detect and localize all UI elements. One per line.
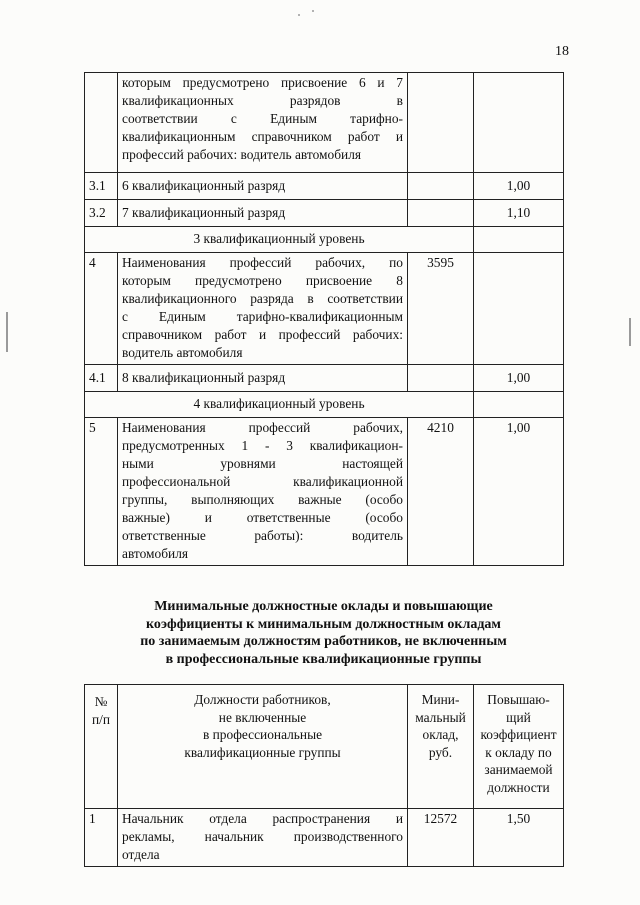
description-line: которым предусмотрено присвоение 6 и 7 [122, 75, 403, 90]
header-coef: Повышаю- щий коэффициент к окладу по занимаемой должности [474, 685, 564, 809]
description-line: которым предусмотрено присвоение 8 [122, 273, 403, 288]
description-line: ными уровнями настоящей [122, 456, 403, 471]
table-row [85, 73, 564, 173]
description-line: квалификационным справочником работ и [122, 129, 403, 144]
row-number: 3.1 [85, 173, 118, 200]
row-salary: 4210 [408, 418, 474, 566]
row-coefficient [474, 227, 564, 253]
row-coefficient: 1,00 [474, 365, 564, 392]
heading-line: в профессиональные квалификационные группы [165, 651, 482, 667]
description-line: профессиональной квалификационной [122, 474, 403, 489]
table-row [85, 173, 564, 200]
row-description [118, 365, 408, 392]
row-coefficient: 1,00 [474, 173, 564, 200]
row-description [118, 173, 408, 200]
qualification-level-row [85, 392, 564, 418]
description-line: квалификационных разрядов в [122, 93, 403, 108]
qualification-level-row [85, 227, 564, 253]
description-line: важные) и ответственные (особо [122, 510, 403, 525]
description-line: 8 квалификационный разряд [122, 369, 286, 385]
description-line: Начальник отдела распространения и [122, 811, 403, 826]
table-row [85, 200, 564, 227]
header-position: Должности работников, не включенные в профессиональные квалификационные группы [118, 685, 408, 809]
level-label: 3 квалификационный уровень [85, 227, 474, 253]
row-coefficient: 1,50 [474, 809, 564, 867]
row-description [118, 73, 408, 173]
description-line: 7 квалификационный разряд [122, 204, 286, 220]
table-row [85, 809, 564, 867]
description-line: 6 квалификационный разряд [122, 177, 286, 193]
table-row [85, 253, 564, 365]
description-line: Наименования профессий рабочих, по [122, 255, 403, 270]
row-salary: 12572 [408, 809, 474, 867]
row-description [118, 253, 408, 365]
description-line: соответствии с Единым тарифно- [122, 111, 403, 126]
row-description [118, 200, 408, 227]
level-label: 4 квалификационный уровень [85, 392, 474, 418]
row-number: 4.1 [85, 365, 118, 392]
description-line: предусмотренных 1 - 3 квалификацион- [122, 438, 403, 453]
row-description [118, 809, 408, 867]
row-salary [408, 173, 474, 200]
table-row [85, 365, 564, 392]
row-number: 3.2 [85, 200, 118, 227]
heading-line: Минимальные должностные оклады и повышающие [154, 599, 493, 614]
header-num: № п/п [85, 685, 118, 809]
row-coefficient: 1,00 [474, 418, 564, 566]
row-salary [408, 365, 474, 392]
section-heading [84, 598, 563, 668]
row-coefficient [474, 73, 564, 173]
row-coefficient [474, 392, 564, 418]
description-line: справочником работ и профессий рабочих: [122, 327, 403, 342]
positions-table [84, 684, 564, 867]
row-description [118, 418, 408, 566]
description-line: автомобиля [122, 546, 189, 561]
description-line: водитель автомобиля [122, 345, 243, 360]
row-salary [408, 200, 474, 227]
qualification-table [84, 72, 564, 566]
heading-line: по занимаемым должностям работников, не включенным [140, 634, 507, 649]
scan-speck [298, 14, 300, 16]
description-line: квалификационного разряда в соответствии [122, 291, 403, 306]
scan-mark [629, 318, 631, 346]
description-line: рекламы, начальник производственного [122, 829, 403, 844]
header-salary: Мини- мальный оклад, руб. [408, 685, 474, 809]
scan-mark [6, 312, 8, 352]
description-line: группы, выполняющих важные (особо [122, 492, 403, 507]
description-line: Наименования профессий рабочих, [122, 420, 403, 435]
description-line: отдела [122, 847, 160, 862]
row-number: 5 [85, 418, 118, 566]
row-salary [408, 73, 474, 173]
row-number: 4 [85, 253, 118, 365]
description-line: ответственные работы): водитель [122, 528, 403, 543]
row-salary: 3595 [408, 253, 474, 365]
row-number [85, 73, 118, 173]
row-number: 1 [85, 809, 118, 867]
scan-speck [312, 10, 314, 12]
row-coefficient [474, 253, 564, 365]
description-line: профессий рабочих: водитель автомобиля [122, 147, 362, 162]
table-header-row [85, 685, 564, 809]
description-line: с Единым тарифно-квалификационным [122, 309, 403, 324]
heading-line: коэффициенты к минимальным должностным окладам [146, 616, 501, 632]
table-row [85, 418, 564, 566]
page-number: 18 [555, 44, 569, 59]
row-coefficient: 1,10 [474, 200, 564, 227]
